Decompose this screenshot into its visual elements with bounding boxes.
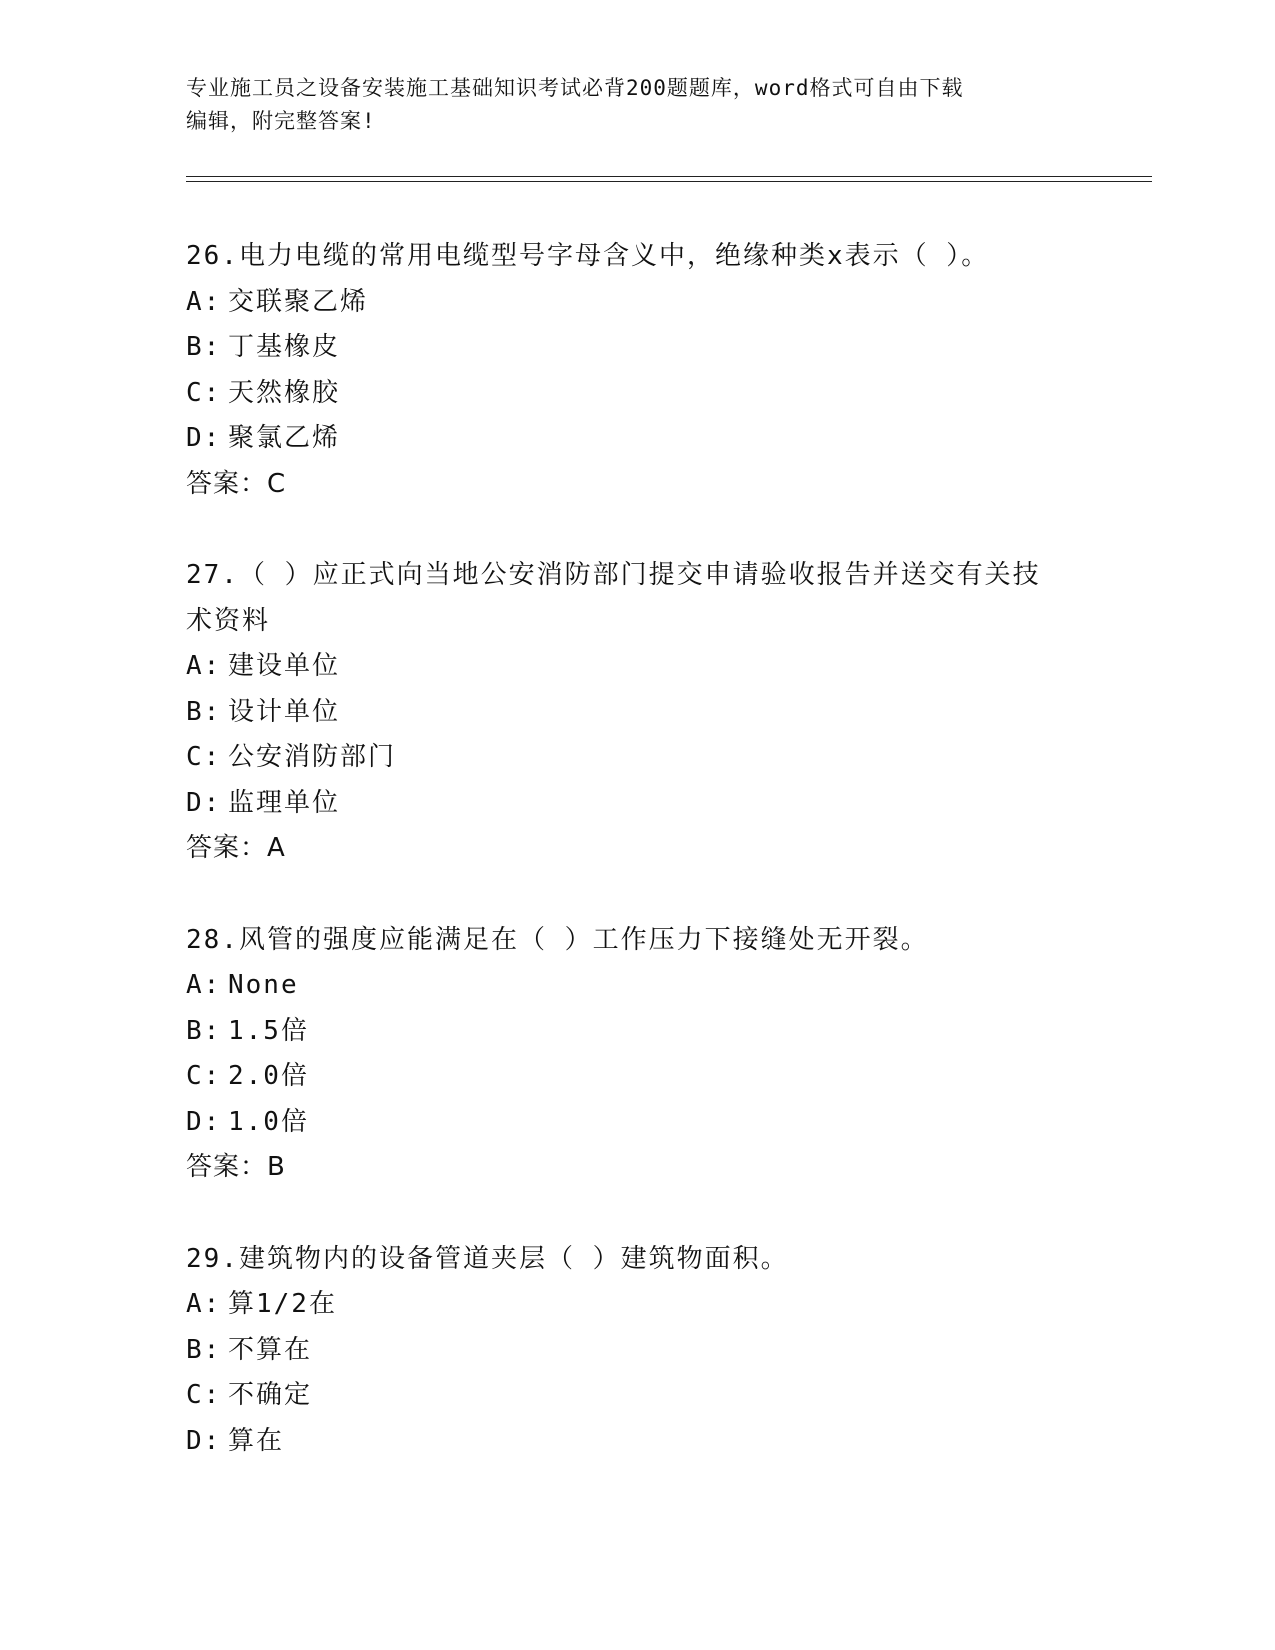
option-key: A: <box>186 1289 222 1319</box>
option-a <box>186 963 1066 1009</box>
option-key: B: <box>186 1334 222 1365</box>
question-text: 29.建筑物内的设备管道夹层（ ）建筑物面积。 <box>186 1243 789 1274</box>
option-key: C: <box>186 377 222 408</box>
question-29 <box>186 1237 1066 1465</box>
option-text: 算1/2在 <box>228 1289 337 1319</box>
option-text: 1.0倍 <box>228 1106 309 1137</box>
option-text: 天然橡胶 <box>228 377 341 408</box>
question-list <box>186 234 1066 1510</box>
option-c <box>186 371 1066 417</box>
option-key: D: <box>186 1425 222 1456</box>
header-title-line-1: 专业施工员之设备安装施工基础知识考试必背200题题库，word格式可自由下载 <box>186 76 964 100</box>
option-text: 不算在 <box>228 1334 313 1365</box>
option-text: 算在 <box>228 1425 285 1456</box>
option-key: B: <box>186 332 222 362</box>
header-divider-top <box>186 176 1152 177</box>
option-text: 监理单位 <box>228 787 341 818</box>
answer-line: 答案：A <box>186 833 286 863</box>
answer-line: 答案：C <box>186 468 287 499</box>
option-c <box>186 735 1066 781</box>
header-title-line-2: 编辑，附完整答案! <box>186 109 376 133</box>
option-text: 2.0倍 <box>228 1061 309 1091</box>
option-text: 交联聚乙烯 <box>228 286 369 317</box>
document-header <box>186 72 1086 138</box>
option-c <box>186 1054 1066 1100</box>
option-text: 聚氯乙烯 <box>228 423 341 453</box>
option-a <box>186 1282 1066 1328</box>
question-28 <box>186 918 1066 1191</box>
header-divider-bottom <box>186 181 1152 182</box>
option-b <box>186 1328 1066 1374</box>
option-a <box>186 280 1066 326</box>
option-d <box>186 781 1066 827</box>
option-a <box>186 644 1066 690</box>
option-b <box>186 690 1066 736</box>
question-27 <box>186 553 1066 872</box>
option-text: 1.5倍 <box>228 1015 309 1046</box>
option-key: C: <box>186 1380 222 1410</box>
option-text: 丁基橡皮 <box>228 332 341 362</box>
option-b <box>186 325 1066 371</box>
option-key: D: <box>186 423 222 453</box>
option-key: A: <box>186 970 222 1000</box>
option-key: A: <box>186 651 222 681</box>
option-key: D: <box>186 1106 222 1137</box>
option-d <box>186 1100 1066 1146</box>
option-text: 设计单位 <box>228 696 341 727</box>
option-key: C: <box>186 742 222 772</box>
answer-line: 答案：B <box>186 1152 286 1182</box>
option-key: A: <box>186 286 222 317</box>
option-text: 不确定 <box>228 1380 313 1410</box>
question-26 <box>186 234 1066 507</box>
question-text: 26.电力电缆的常用电缆型号字母含义中，绝缘种类x表示（ ）。 <box>186 241 990 271</box>
option-text: 公安消防部门 <box>228 742 397 772</box>
option-b <box>186 1009 1066 1055</box>
option-c <box>186 1373 1066 1419</box>
option-key: B: <box>186 1015 222 1046</box>
option-key: B: <box>186 696 222 727</box>
option-d <box>186 1419 1066 1465</box>
question-text: 27.（ ）应正式向当地公安消防部门提交申请验收报告并送交有关技术资料 <box>186 560 1041 636</box>
option-d <box>186 416 1066 462</box>
option-text: None <box>228 970 299 1000</box>
option-text: 建设单位 <box>228 651 341 681</box>
option-key: C: <box>186 1061 222 1091</box>
option-key: D: <box>186 787 222 818</box>
question-text: 28.风管的强度应能满足在（ ）工作压力下接缝处无开裂。 <box>186 924 929 955</box>
